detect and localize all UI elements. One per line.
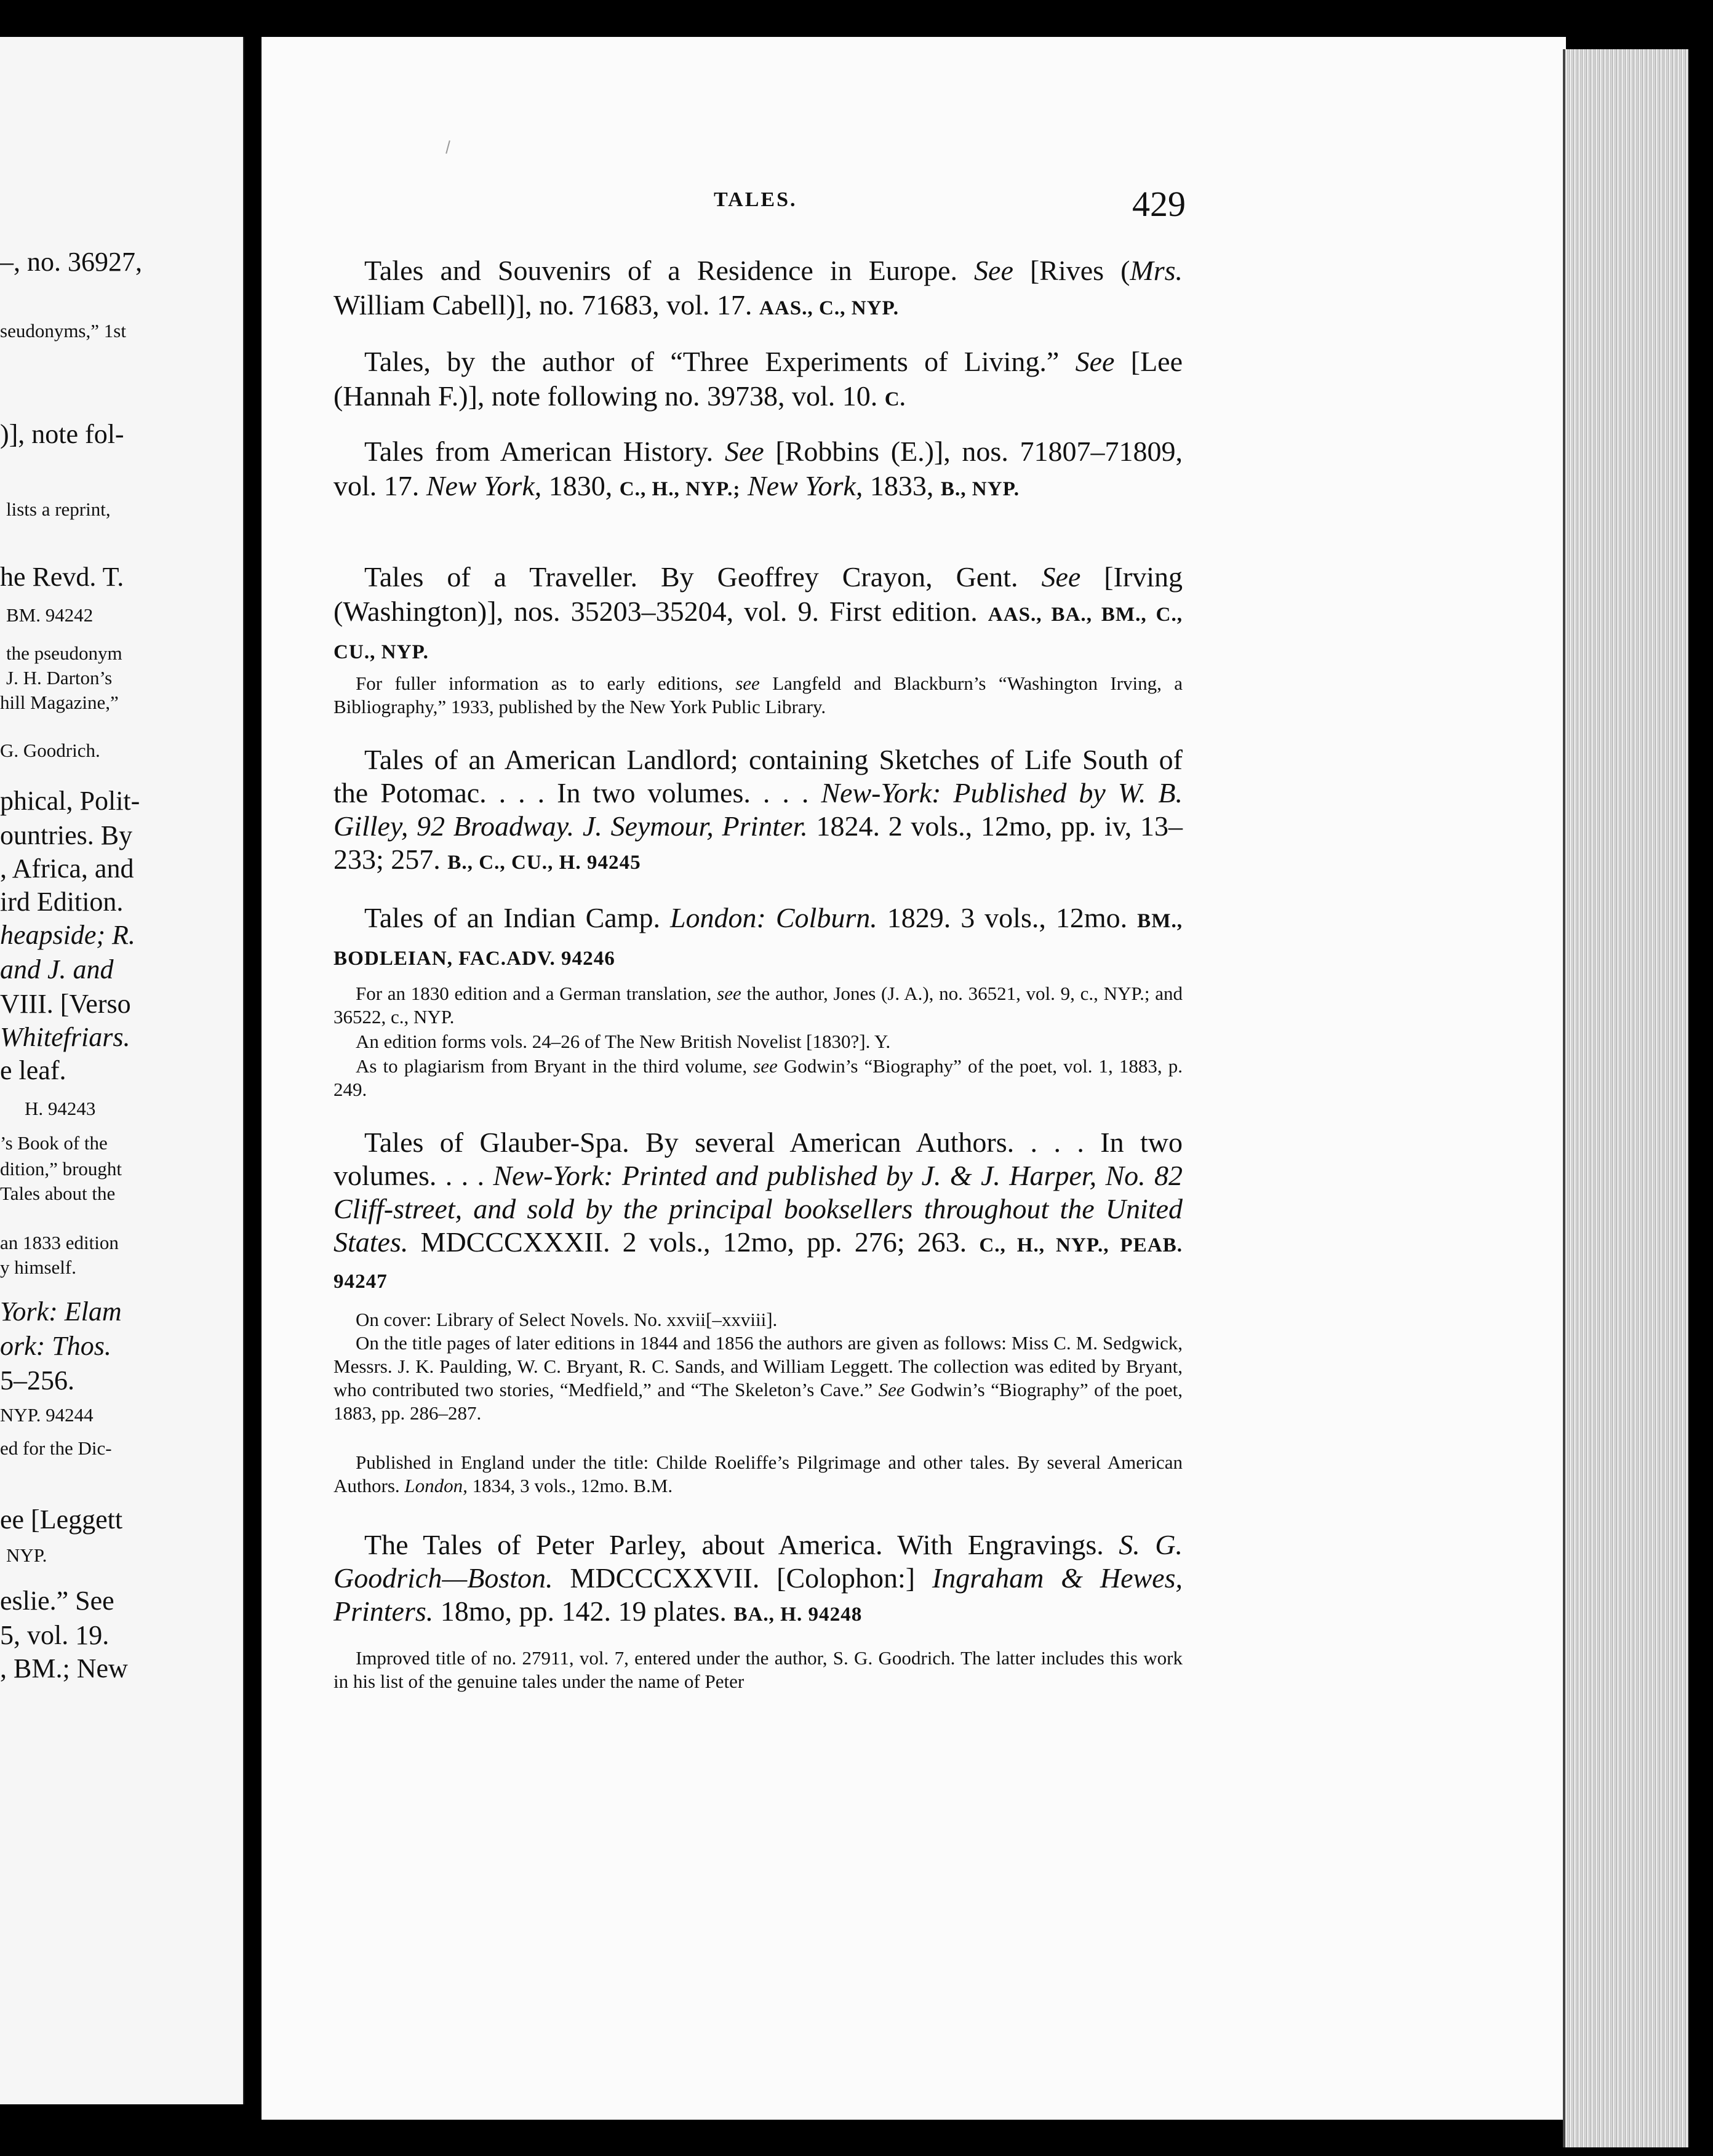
fragment-line: ountries. By — [0, 820, 133, 850]
bibliography-entry — [333, 1528, 1183, 1631]
fragment-line: and J. and — [0, 954, 114, 984]
entry-note — [333, 1451, 1183, 1498]
entry-text: [Lee (Hannah F.)], note following no. 39738, vol. 10. — [333, 346, 1183, 412]
see-ref: see — [717, 983, 741, 1004]
entry-note — [333, 1055, 1183, 1101]
fragment-line: –, no. 36927, — [0, 247, 142, 277]
fragment-line: NYP. — [6, 1544, 47, 1566]
fragment-line: , Africa, and — [0, 853, 134, 884]
fragment-line: an 1833 edition — [0, 1232, 119, 1253]
entry-text: Tales of Glauber-Spa. By several American Authors. . . . In two volumes. . . . — [333, 1127, 1183, 1191]
note-text: Langfeld and Blackburn’s “Washington Irving, a Bibliography,” 1933, published by the New York Public Library. — [333, 673, 1183, 717]
library-locations: BA., H. 94248 — [733, 1603, 863, 1626]
see-ref: See — [724, 436, 764, 467]
imprint: London: Colburn. — [669, 902, 877, 933]
entry-note: On cover: Library of Select Novels. No. xxvii[–xxviii]. — [356, 1309, 778, 1330]
see-ref: See — [878, 1379, 905, 1400]
note-text: Godwin’s “Biography” of the poet, vol. 1, 1883, p. 249. — [333, 1055, 1183, 1100]
entry-text: [Robbins (E.)], nos. 71807–71809, vol. 17. — [333, 436, 1183, 501]
fragment-line: ork: Thos. — [0, 1331, 111, 1361]
fragment-line: lists a reprint, — [6, 498, 111, 520]
entry-text: The Tales of Peter Parley, about America. With Engravings. — [364, 1529, 1104, 1560]
library-locations: B., C., CU., H. 94245 — [447, 851, 641, 874]
note-text: the author, Jones (J. A.), no. 36521, vol. 9, c., NYP.; and 36522, c., NYP. — [333, 983, 1183, 1028]
entry-text: 1824. 2 vols., 12mo, pp. iv, 13–233; 257. — [333, 810, 1183, 875]
note-text: 1834, 3 vols., 12mo. B.M. — [472, 1475, 673, 1496]
fragment-line: 5, vol. 19. — [0, 1620, 110, 1650]
note-text: On the title pages of later editions in 1844 and 1856 the authors are given as follows: Miss C. M. Sedgwick, Messrs. J. K. Paulding, W. C. Bryant, R. C. Sands, and William Leggett. The collection was edited by Bryant, who contributed two stories, “Medfield,” and “The Skeleton’s Cave.” — [333, 1332, 1183, 1400]
entry-text: MDCCCXXVII. [Colophon:] — [570, 1562, 916, 1594]
entry-note — [333, 672, 1183, 719]
page-number: 429 — [1132, 184, 1186, 224]
fragment-line: VIII. [Verso — [0, 989, 131, 1019]
library-locations: C. — [884, 388, 906, 410]
fragment-line: J. H. Darton’s — [6, 667, 113, 689]
fragment-line: eslie.” See — [0, 1586, 114, 1616]
entry-text: [Rives ( — [1029, 255, 1130, 286]
fragment-line: BM. 94242 — [6, 604, 94, 626]
see-ref: see — [735, 673, 760, 694]
fragment-line: ed for the Dic- — [0, 1437, 112, 1459]
entry-text: Tales of an Indian Camp. — [364, 902, 660, 933]
entry-text: Tales from American History. — [364, 436, 714, 467]
entry-text: Tales, by the author of “Three Experiments of Living.” — [364, 346, 1060, 377]
entry-text: MDCCCXXXII. 2 vols., 12mo, pp. 276; 263. — [420, 1226, 967, 1258]
imprint: New-York: Printed and published by J. & J. Harper, No. 82 Cliff-street, and sold by the principal booksellers throughout the United States. — [333, 1160, 1183, 1258]
imprint-place: New York, — [426, 470, 542, 501]
bibliography-entry — [333, 560, 1183, 669]
imprint: Ingraham & Hewes, Printers. — [333, 1562, 1183, 1627]
entry-text: 1833, — [869, 470, 934, 501]
entry-text: 1829. 3 vols., 12mo. — [887, 902, 1128, 933]
note-text: For an 1830 edition and a German translation, — [356, 983, 712, 1004]
entry-text: Tales and Souvenirs of a Residence in Europe. — [364, 255, 957, 286]
fragment-line: y himself. — [0, 1256, 76, 1278]
library-locations: AAS., C., NYP. — [759, 297, 899, 319]
entry-text: 18mo, pp. 142. 19 plates. — [440, 1595, 727, 1627]
note-text: Published in England under the title: Childe Roeliffe’s Pilgrimage and other tales. By several American Authors. — [333, 1451, 1183, 1496]
see-ref: See — [974, 255, 1013, 286]
library-locations: AAS., BA., BM., C., CU., NYP. — [333, 603, 1183, 663]
fragment-line: heapside; R. — [0, 920, 135, 950]
entry-text: 1830, — [548, 470, 613, 501]
entry-note: An edition forms vols. 24–26 of The New British Novelist [1830?]. Y. — [356, 1031, 891, 1052]
fragment-line: ’s Book of the — [0, 1132, 108, 1154]
running-title: TALES. — [714, 188, 797, 211]
bibliography-entry — [333, 345, 1183, 417]
library-locations: C., H., NYP., PEAB. 94247 — [333, 1234, 1183, 1293]
fragment-line: e leaf. — [0, 1055, 66, 1085]
bibliography-entry — [333, 901, 1183, 976]
entry-note: Improved title of no. 27911, vol. 7, entered under the author, S. G. Goodrich. The latter includes this work in his list of the genuine tales under the name of Peter — [333, 1647, 1183, 1692]
bibliography-entry — [333, 434, 1183, 506]
fragment-line: seudonyms,” 1st — [0, 320, 126, 341]
fragment-line: the pseudonym — [6, 642, 122, 664]
fragment-line: )], note fol- — [0, 419, 124, 449]
see-ref: See — [1075, 346, 1115, 377]
note-text: Godwin’s “Biography” of the poet, 1883, pp. 286–287. — [333, 1379, 1183, 1424]
bibliography-entry — [333, 254, 1183, 325]
fragment-line: Whitefriars. — [0, 1022, 130, 1052]
entry-text: Tales of an American Landlord; containing Sketches of Life South of the Potomac. . . . In two volumes. . . . — [333, 744, 1183, 808]
fragment-line: ee [Leggett — [0, 1504, 123, 1535]
fragment-line: NYP. 94244 — [0, 1404, 94, 1426]
entry-note — [333, 982, 1183, 1029]
entry-note — [333, 1332, 1183, 1425]
entry-italic: Mrs. — [1130, 255, 1183, 286]
see-ref: See — [1041, 561, 1081, 593]
fragment-line: he Revd. T. — [0, 562, 124, 592]
fragment-line: H. 94243 — [25, 1098, 96, 1119]
fragment-line: 5–256. — [0, 1365, 74, 1395]
page-edges — [1563, 49, 1688, 2147]
library-locations: C., H., NYP.; — [619, 477, 741, 500]
see-ref: see — [753, 1055, 778, 1077]
imprint: S. G. Goodrich—Boston. — [333, 1529, 1183, 1594]
fragment-line: York: Elam — [0, 1296, 122, 1327]
fragment-line: dition,” brought — [0, 1158, 122, 1180]
imprint-place: New York, — [747, 470, 863, 501]
bibliography-entry — [333, 1126, 1183, 1298]
fragment-line: hill Magazine,” — [0, 692, 119, 713]
fragment-line: Tales about the — [0, 1183, 116, 1204]
facing-page-fragment — [0, 37, 244, 2104]
fragment-line: , BM.; New — [0, 1653, 128, 1683]
entry-text: [Irving (Washington)], nos. 35203–35204, vol. 9. First edition. — [333, 561, 1183, 627]
entry-text: William Cabell)], no. 71683, vol. 17. — [333, 289, 753, 321]
imprint-place: London, — [404, 1475, 468, 1496]
fragment-line: phical, Polit- — [0, 786, 140, 816]
note-text: As to plagiarism from Bryant in the third volume, — [356, 1055, 748, 1077]
library-locations: B., NYP. — [940, 477, 1020, 500]
entry-text: Tales of a Traveller. By Geoffrey Crayon, Gent. — [364, 561, 1018, 593]
library-locations: BM., BODLEIAN, FAC.ADV. 94246 — [333, 909, 1183, 970]
fragment-line: ird Edition. — [0, 887, 124, 917]
bibliography-entry — [333, 743, 1183, 879]
fragment-line: G. Goodrich. — [0, 740, 100, 761]
imprint: New-York: Published by W. B. Gilley, 92 Broadway. J. Seymour, Printer. — [333, 777, 1183, 842]
note-text: For fuller information as to early editions, — [356, 673, 723, 694]
